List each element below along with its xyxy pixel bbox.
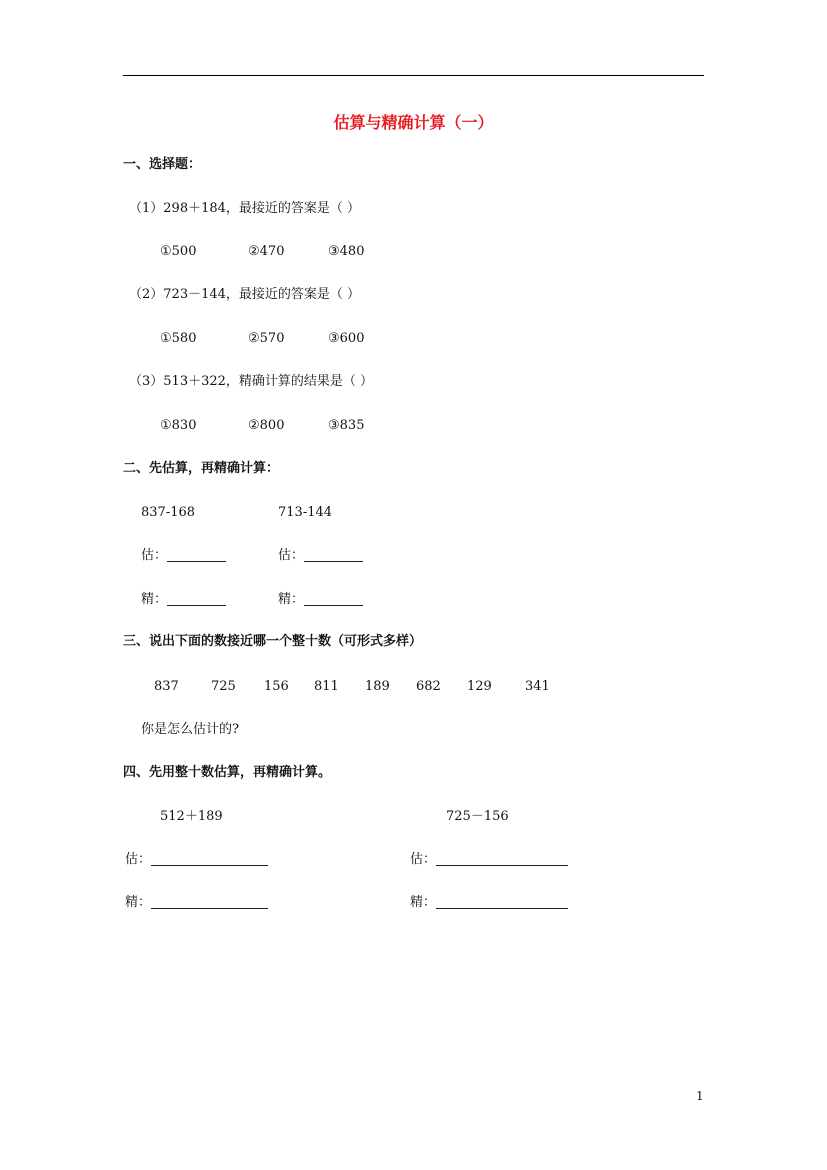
question-3: （3）513＋322，精确计算的结果是（ ） [129,374,374,389]
exact-label: 精： [410,895,437,910]
s4-estimate-row-1 [125,853,268,866]
section1-heading: 一、选择题： [123,157,202,172]
option-2-2: ②570 [248,331,285,346]
option-1-2: ②470 [248,244,285,259]
number-item: 129 [467,679,492,694]
exact-blank[interactable] [151,896,268,909]
section2-heading: 二、先估算，再精确计算： [123,461,280,476]
s2-exact-row-1 [141,593,226,606]
option-3-1: ①830 [160,418,197,433]
exact-label: 精： [125,895,152,910]
option-3-3: ③835 [328,418,365,433]
question-2: （2）723－144，最接近的答案是（ ） [129,287,361,302]
option-3-2: ②800 [248,418,285,433]
estimate-label: 估： [125,852,152,867]
number-item: 725 [211,679,236,694]
s2-exact-row-2 [278,593,363,606]
number-item: 189 [365,679,390,694]
s2-estimate-row-1 [141,549,226,562]
s2-problem-2: 713-144 [278,505,333,520]
option-2-3: ③600 [328,331,365,346]
page-number: 1 [696,1089,704,1103]
s4-problem-1: 512＋189 [160,809,223,824]
section3-question: 你是怎么估计的? [141,722,239,737]
estimate-label: 估： [410,852,437,867]
s4-exact-row-1 [125,896,268,909]
section4-heading: 四、先用整十数估算，再精确计算。 [123,765,332,780]
number-item: 682 [416,679,441,694]
estimate-blank[interactable] [151,853,268,866]
option-2-1: ①580 [160,331,197,346]
exact-blank[interactable] [304,593,363,606]
page-title: 估算与精确计算（一） [333,113,494,132]
s4-problem-2: 725－156 [446,809,509,824]
estimate-label: 估： [278,548,305,563]
estimate-blank[interactable] [304,549,363,562]
s4-exact-row-2 [410,896,568,909]
estimate-blank[interactable] [167,549,226,562]
estimate-blank[interactable] [436,853,568,866]
option-1-3: ③480 [328,244,365,259]
number-item: 156 [264,679,289,694]
s4-estimate-row-2 [410,853,568,866]
estimate-label: 估： [141,548,168,563]
exact-blank[interactable] [167,593,226,606]
number-item: 341 [525,679,550,694]
section3-heading: 三、说出下面的数接近哪一个整十数（可形式多样） [123,634,423,649]
exact-label: 精： [278,592,305,607]
header-rule [123,75,704,76]
s2-problem-1: 837-168 [141,505,196,520]
exact-blank[interactable] [436,896,568,909]
s2-estimate-row-2 [278,549,363,562]
number-item: 811 [314,679,339,694]
exact-label: 精： [141,592,168,607]
question-1: （1）298＋184，最接近的答案是（ ） [129,201,361,216]
number-item: 837 [154,679,179,694]
option-1-1: ①500 [160,244,197,259]
